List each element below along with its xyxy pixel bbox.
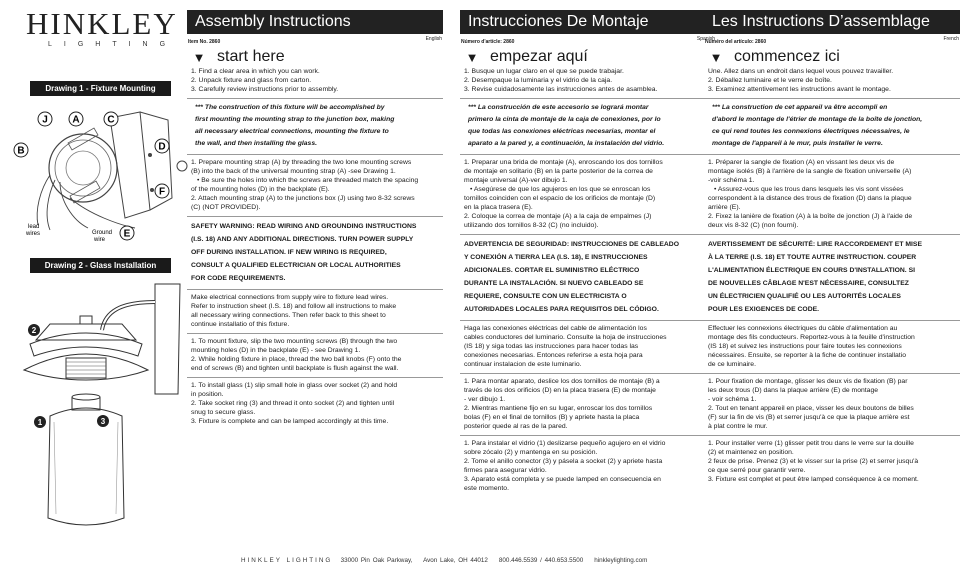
label-b <box>14 143 28 157</box>
text-line: L'ALIMENTATION ÉLECTRIQUE EN COURS D'INSTALLATION. SI <box>708 267 916 274</box>
text-line: 2. While holding fixture in place, thread the two ball knobs (F) onto the <box>191 356 402 363</box>
text-line: 3. Examinez attentivement les instructions avant le montage. <box>708 86 891 93</box>
block-b5 <box>187 293 443 329</box>
block-b2 <box>704 102 960 150</box>
start-here <box>187 47 443 67</box>
text-line: FOR CODE REQUIREMENTS. <box>191 275 286 282</box>
text-line: Make electrical connections from supply wire to fixture lead wires. <box>191 294 389 301</box>
block-b7 <box>704 439 960 484</box>
text-line: ADVERTENCIA DE SEGURIDAD: INSTRUCCIONES DE CABLEADO <box>464 241 679 248</box>
text-line: 2. Déballez luminaire et le verre de boîte. <box>708 77 832 84</box>
svg-text:J: J <box>42 114 48 126</box>
divider <box>187 333 443 334</box>
down-arrow-icon: ▼ <box>192 49 206 65</box>
item-number: Número d'artícle: 2860 <box>461 39 515 45</box>
text-line: 1. Find a clear area in which you can work. <box>191 68 320 75</box>
text-line: *** La construction de cet appareil va être accompli en <box>712 104 888 111</box>
text-line: DE NOUVELLES CÂBLAGE N'EST NÉCESSAIRE, CONSULTEZ <box>708 280 909 287</box>
text-line: SAFETY WARNING: READ WIRING AND GROUNDING INSTRUCTIONS <box>191 223 417 230</box>
text-line: • Be sure the holes into which the screws are threaded match the spacing <box>197 177 419 184</box>
divider <box>704 320 960 321</box>
column-english <box>187 10 443 426</box>
text-line: 2. Tome el anillo conector (3) y pásela a socket (2) y apriete hasta <box>464 458 663 465</box>
block-b5 <box>704 324 960 369</box>
start-label: commencez ici <box>734 48 840 65</box>
text-line: d'abord le montage de l'étrier de montage de la boîte de jonction, <box>712 116 923 123</box>
column-header: Les Instructions D’assemblage <box>704 10 960 34</box>
text-line: 1. Busque un lugar claro en el que se puede trabajar. <box>464 68 624 75</box>
block-b4 <box>704 238 960 316</box>
text-line: AUTORIDADES LOCALES PARA REQUISITOS DEL CÓDIGO. <box>464 306 659 313</box>
text-line: à plat contre le mur. <box>708 423 768 430</box>
drawing-2-glass-installation <box>20 282 190 544</box>
column-spanish <box>460 10 716 493</box>
text-line: 1. Préparer la sangle de fixation (A) en vissant les deux vis de <box>708 159 895 166</box>
language-label: Spanish <box>696 36 715 42</box>
block-b5 <box>460 324 716 369</box>
drawing-2-title: Drawing 2 - Glass Installation <box>30 258 171 273</box>
text-line: montage des fils conducteurs. Reportez-vous à la feuille d'instruction <box>708 334 915 341</box>
divider <box>460 98 716 99</box>
block-b1 <box>187 67 443 94</box>
footer <box>241 557 647 564</box>
lead-label: lead <box>28 224 40 230</box>
footer-address: 33000 Pin Oak Parkway, Avon Lake, OH 44012 800.446.5539 / 440.653.5500 hinkleylighting.com <box>340 557 648 564</box>
divider <box>460 320 716 321</box>
text-line: que todas las conexiones eléctricas necesarias, montar el <box>468 128 656 135</box>
text-line: 1. Para montar aparato, deslice los dos tornillos de montaje (B) a <box>464 378 660 385</box>
text-line: • Assurez-vous que les trous dans lesquels les vis sont vissées <box>714 186 904 193</box>
item-number: Numéro del artículo: 2860 <box>705 39 767 45</box>
text-line: este momento. <box>464 485 509 492</box>
block-b6 <box>460 377 716 431</box>
text-line: REQUIERE, CONSULTE CON UN ELECTRICISTA O <box>464 293 627 300</box>
text-line: (C) (NOT PROVIDED). <box>191 204 261 211</box>
item-number: Item No. 2860 <box>188 39 221 45</box>
divider <box>460 435 716 436</box>
text-line: arrière (E). <box>708 204 741 211</box>
label-1 <box>34 416 46 428</box>
text-line: snug to secure glass. <box>191 409 256 416</box>
start-label: empezar aquí <box>490 48 588 65</box>
text-line: montage isolés (B) à l'arrière de la sangle de fixation universelle (A) <box>708 168 912 175</box>
text-line: *** La construcción de este accesorio se logrará montar <box>468 104 649 111</box>
text-line: Y CONEXIÓN A TIERRA LEA (I.S. 18), E INSTRUCCIONES <box>464 254 648 261</box>
brand-logo <box>26 8 178 48</box>
footer-brand: HINKLEY LIGHTING <box>241 557 333 564</box>
start-label: start here <box>217 48 285 65</box>
label-d <box>155 139 169 153</box>
block-b6 <box>704 377 960 431</box>
text-line: conexiones necesarias. Entonces referirse a esta hoja para <box>464 352 643 359</box>
block-b3 <box>187 158 443 212</box>
text-line: firmes para asegurar vidrio. <box>464 467 547 474</box>
text-line: 2. Take socket ring (3) and thread it onto socket (2) and tighten until <box>191 400 395 407</box>
block-b6 <box>187 337 443 373</box>
label-e <box>120 226 134 240</box>
svg-text:F: F <box>158 186 166 198</box>
text-line: 1. To install glass (1) slip small hole in glass over socket (2) and hold <box>191 382 398 389</box>
divider <box>187 98 443 99</box>
text-line: correspondent à la distance des trous de fixation (D) dans la plaque <box>708 195 912 202</box>
text-line: montaje universal (A)-ver dibujo 1. <box>464 177 568 184</box>
text-line: 3. Aparato está completa y se puede lamped en consecuencia en <box>464 476 661 483</box>
text-line: end of screws (B) and tighten until backplate is flush against the wall. <box>191 365 399 372</box>
text-line: - ver dibujo 1. <box>464 396 506 403</box>
svg-text:3: 3 <box>100 417 106 426</box>
ground-label: Ground <box>92 230 113 236</box>
block-b4 <box>187 220 443 285</box>
text-line: continue installatio of this fixture. <box>191 321 290 328</box>
label-3 <box>97 415 109 427</box>
language-label: French <box>943 36 959 42</box>
text-line: bolas (F) en el final de tornillos (B) y apriete hasta la placa <box>464 414 640 421</box>
text-line: mounting holes (D) in the backplate (E) - see Drawing 1. <box>191 347 361 354</box>
text-line: sobre zócalo (2) y mantenga en su posición. <box>464 449 598 456</box>
text-line: 2. Coloque la correa de montaje (A) a la caja de empalmes (J) <box>464 213 652 220</box>
text-line: 2. Desempaque la luminaria y el vidrio de la caja. <box>464 77 613 84</box>
text-line: deux vis 8-32 (C) (non fourni). <box>708 222 799 229</box>
block-b2 <box>460 102 716 150</box>
text-line: 1. Pour fixation de montage, glisser les deux vis de fixation (B) par <box>708 378 908 385</box>
divider <box>704 234 960 235</box>
block-b2 <box>187 102 443 150</box>
block-b1 <box>460 67 716 94</box>
divider <box>460 154 716 155</box>
text-line: 2. Attach mounting strap (A) to the junctions box (J) using two 8-32 screws <box>191 195 415 202</box>
text-line: aparato a la pared y, a continuación, la instalación del vidrio. <box>468 140 665 147</box>
text-line: POUR LES EXIGENCES DE CODE. <box>708 306 820 313</box>
text-line: 3. Carefully review instructions prior to assembly. <box>191 86 339 93</box>
text-line: 2. Mientras mantiene fijo en su lugar, enroscar los dos tornillos <box>464 405 653 412</box>
text-line: 2. Tout en tenant appareil en place, visser les deux boutons de billes <box>708 405 914 412</box>
start-here <box>460 47 716 67</box>
text-line: tornillos coinciden con el espacio de los orificios de montaje (D) <box>464 195 656 202</box>
text-line: 1. Preparar una brida de montaje (A), enroscando los dos tornillos <box>464 159 663 166</box>
divider <box>187 377 443 378</box>
text-line: - voir schéma 1. <box>708 396 757 403</box>
svg-text:B: B <box>17 145 25 157</box>
text-line: À LA TERRE (I.S. 18) ET TOUTE AUTRE INSTRUCTION. COUPER <box>708 254 917 261</box>
text-line: DURANTE LA INSTALACIÓN. SI NUEVO CABLEADO SE <box>464 280 644 287</box>
divider <box>460 234 716 235</box>
text-line: ADICIONALES. CORTAR EL SUMINISTRO ELÉCTRICO <box>464 267 640 274</box>
text-line: all necessary electrical connections, mounting the fixture to <box>195 128 389 135</box>
column-header: Instrucciones De Montaje <box>460 10 716 34</box>
svg-text:C: C <box>107 114 115 126</box>
text-line: (IS 18) et suivez les instructions pour faire toutes les connexions <box>708 343 902 350</box>
block-b4 <box>460 238 716 316</box>
text-line: utilizando dos tornillos 8-32 (C) (no incluido). <box>464 222 599 229</box>
divider <box>704 154 960 155</box>
label-c <box>104 112 118 126</box>
divider <box>704 435 960 436</box>
label-f <box>155 184 169 198</box>
block-b7 <box>187 381 443 426</box>
text-line: través de los dos orificios (D) en la placa trasera (E) de montaje <box>464 387 656 394</box>
column-french <box>704 10 960 484</box>
block-b1 <box>704 67 960 94</box>
text-line: (2) et maintenez en position. <box>708 449 794 456</box>
text-line: (I.S. 18) AND ANY ADDITIONAL DIRECTIONS. TURN POWER SUPPLY <box>191 236 414 243</box>
text-line: all necessary wiring connections. Then refer back to this sheet to <box>191 312 386 319</box>
divider <box>704 373 960 374</box>
svg-text:E: E <box>123 228 131 240</box>
text-line: the wall, and then installing the glass. <box>195 140 317 147</box>
text-line: 2. Unpack fixture and glass from carton. <box>191 77 312 84</box>
text-line: 1. To mount fixture, slip the two mounting screws (B) through the two <box>191 338 398 345</box>
block-b3 <box>460 158 716 230</box>
block-b7 <box>460 439 716 493</box>
text-line: primero la cinta de montaje de la caja de conexiones, por lo <box>468 116 661 123</box>
down-arrow-icon: ▼ <box>709 49 723 65</box>
start-here <box>704 47 960 67</box>
label-a <box>69 112 83 126</box>
svg-text:2: 2 <box>31 326 37 335</box>
text-line: of the mounting holes (D) in the backplate (E). <box>191 186 330 193</box>
drawing-1-fixture-mounting <box>10 100 190 255</box>
text-line: Refer to instruction sheet (I.S. 18) and follow all instructions to make <box>191 303 397 310</box>
divider <box>187 289 443 290</box>
text-line: Haga las conexiones eléctricas del cable de alimentación los <box>464 325 647 332</box>
text-line: in position. <box>191 391 224 398</box>
divider <box>187 154 443 155</box>
svg-text:1: 1 <box>37 418 43 427</box>
text-line: de ce luminaire. <box>708 361 756 368</box>
wires-label: wires <box>26 231 41 237</box>
text-line: 2. Fixez la lanière de fixation (A) à la boîte de jonction (J) à l'aide de <box>708 213 913 220</box>
text-line: ce qui rend toutes les connexions électriques nécessaires, le <box>712 128 910 135</box>
text-line: CONSULT A QUALIFIED ELECTRICIAN OR LOCAL AUTHORITIES <box>191 262 401 269</box>
column-header: Assembly Instructions <box>187 10 443 34</box>
block-b3 <box>704 158 960 230</box>
text-line: posterior quede al ras de la pared. <box>464 423 568 430</box>
text-line: 2 feux de prise. Prenez (3) et le visser sur la prise (2) et serrer jusqu'à <box>708 458 919 465</box>
text-line: AVERTISSEMENT DE SÉCURITÉ: LIRE RACCORDEMENT ET MISE <box>708 241 922 248</box>
text-line: first mounting the mounting strap to the junction box, making <box>195 116 395 123</box>
text-line: 3. Fixture is complete and can be lamped accordingly at this time. <box>191 418 389 425</box>
text-line: montage de l'appareil à le mur, puis installer le verre. <box>712 140 883 147</box>
brand-sub: LIGHTING <box>48 41 178 48</box>
text-line: 3. Revise cuidadosamente las instrucciones antes de asamblea. <box>464 86 658 93</box>
text-line: 1. Pour installer verre (1) glisser petit trou dans le verre sur la douille <box>708 440 914 447</box>
text-line: Effectuer les connexions électriques du câble d'alimentation au <box>708 325 898 332</box>
label-2 <box>28 324 40 336</box>
divider <box>187 216 443 217</box>
text-line: ce que serré pour garantir verre. <box>708 467 806 474</box>
text-line: (IS 18) y siga todas las instrucciones para hacer todas las <box>464 343 639 350</box>
text-line: en la placa trasera (E). <box>464 204 533 211</box>
divider <box>704 98 960 99</box>
text-line: UN ÉLECTRICIEN QUALIFIÉ OU LES AUTORITÉS LOCALES <box>708 293 901 300</box>
wire-label: wire <box>94 237 106 243</box>
text-line: -voir schéma 1. <box>708 177 755 184</box>
divider <box>460 373 716 374</box>
svg-text:A: A <box>72 114 80 126</box>
text-line: Une. Allez dans un endroit dans lequel vous pouvez travailler. <box>708 68 894 75</box>
text-line: *** The construction of this fixture will be accomplished by <box>195 104 385 111</box>
text-line: (F) sur la fin de vis (B) et serrer jusqu'à ce que la plaque arrière est <box>708 414 910 421</box>
text-line: (B) into the back of the universal mounting strap (A) -see Drawing 1. <box>191 168 396 175</box>
label-j <box>38 112 52 126</box>
text-line: OFF DURING INSTALLATION. IF NEW WIRING IS REQUIRED, <box>191 249 387 256</box>
brand-name: HINKLEY <box>26 6 178 41</box>
svg-text:D: D <box>158 141 166 153</box>
text-line: continuar instalacion de este luminario. <box>464 361 582 368</box>
language-label: English <box>425 36 442 42</box>
text-line: cables conductores del luminario. Consulte la hoja de instrucciones <box>464 334 667 341</box>
down-arrow-icon: ▼ <box>465 49 479 65</box>
text-line: 3. Fixture est complet et peut être lamped conséquence à ce moment. <box>708 476 919 483</box>
text-line: les deux trous (D) dans la plaque arrière (E) de montage <box>708 387 879 394</box>
text-line: nécessaires. Ensuite, se reporter à la fiche de continuer installatio <box>708 352 906 359</box>
text-line: 1. Prepare mounting strap (A) by threading the two lone mounting screws <box>191 159 412 166</box>
drawing-1-title: Drawing 1 - Fixture Mounting <box>30 81 171 96</box>
text-line: 1. Para instalar el vidrio (1) deslizarse pequeño agujero en el vidrio <box>464 440 666 447</box>
text-line: de montaje en solitario (B) en la parte posterior de la correa de <box>464 168 653 175</box>
text-line: • Asegúrese de que los agujeros en los que se enroscan los <box>470 186 651 193</box>
